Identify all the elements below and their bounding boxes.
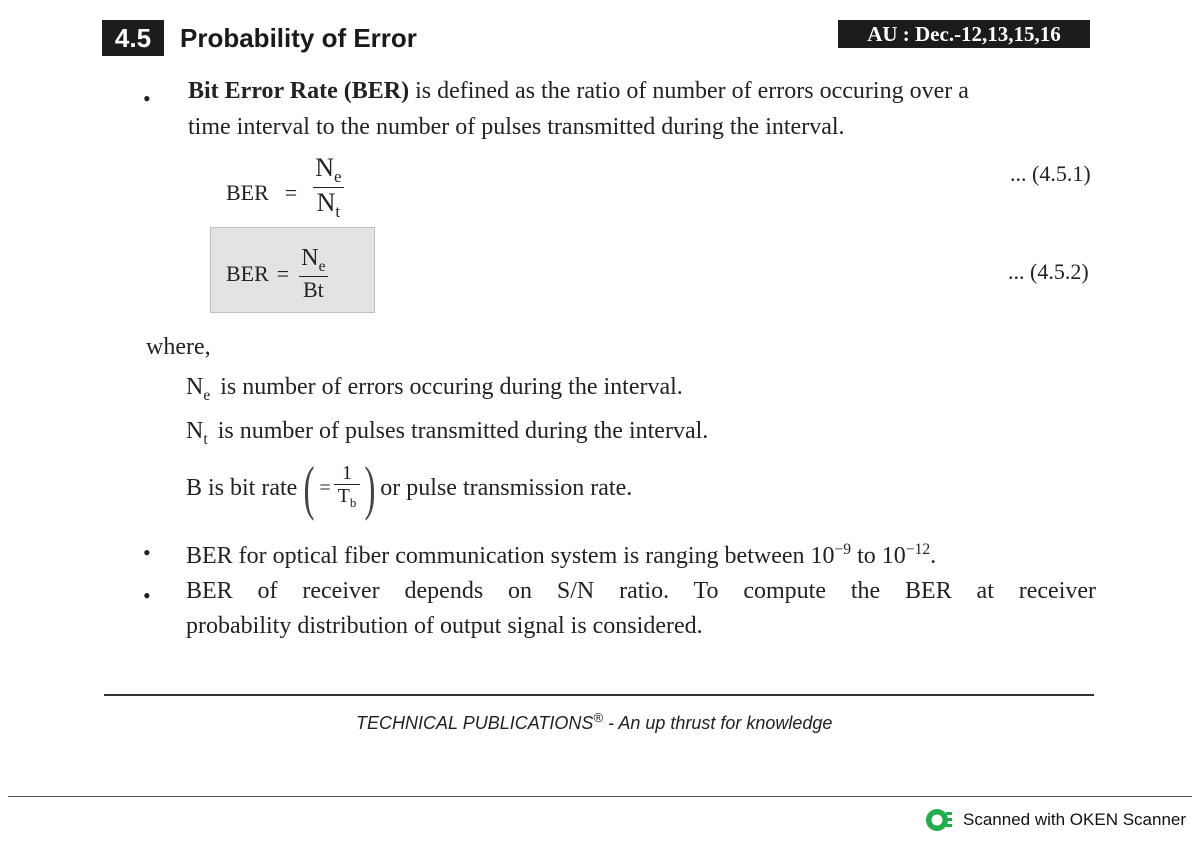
b-den-sub: b	[349, 495, 357, 510]
equation-label-4-5-2: ... (4.5.2)	[1008, 259, 1089, 284]
eq2-lhs: BER	[226, 260, 269, 286]
eq1-lhs: BER	[226, 179, 269, 205]
scanner-watermark	[924, 806, 1186, 834]
bullet-icon: •	[143, 540, 151, 565]
receiver-ber-line1: BER of receiver depends on S/N ratio. To compute the BER at receiver	[186, 578, 1096, 604]
footer-divider	[104, 694, 1094, 696]
nt-symbol: N	[186, 418, 204, 444]
ber-range-base2: 10	[881, 543, 906, 569]
eq2-equals: =	[276, 260, 290, 286]
ber-range-base1: 10	[810, 543, 835, 569]
section-number: 4.5	[102, 20, 164, 56]
b-den: T	[337, 485, 350, 507]
ber-range-prefix: BER for optical fiber communication system is ranging between	[186, 543, 811, 569]
oken-scanner-logo-icon	[924, 806, 954, 834]
receiver-ber-line2: probability distribution of output signal is considered.	[186, 613, 703, 639]
equation-4-5-2	[226, 245, 329, 303]
bullet-icon: •	[143, 583, 151, 608]
ber-range-mid: to	[851, 543, 882, 569]
ber-range-text	[186, 532, 936, 574]
bullet-icon: •	[143, 86, 151, 111]
nt-text: is number of pulses transmitted during the interval.	[217, 418, 709, 444]
definition-ne	[186, 370, 683, 413]
footer-publisher	[356, 710, 832, 734]
right-paren-icon: )	[364, 455, 376, 521]
ber-definition-line1	[188, 74, 1108, 109]
eq2-num: N	[301, 245, 319, 271]
b-num: 1	[341, 462, 352, 484]
registered-mark: ®	[593, 710, 603, 725]
b-suffix: or pulse transmission rate.	[380, 474, 633, 501]
b-prefix: B is bit rate	[186, 474, 298, 501]
ne-text: is number of errors occuring during the interval.	[220, 374, 683, 400]
equation-4-5-1	[226, 153, 346, 222]
eq1-den-sub: t	[335, 202, 341, 222]
equation-label-4-5-1: ... (4.5.1)	[1010, 161, 1091, 186]
ber-range-end: .	[930, 543, 937, 569]
publisher-tagline: - An up thrust for knowledge	[602, 713, 833, 733]
definition-nt	[186, 414, 708, 457]
definition-b	[186, 455, 633, 521]
eq2-den: Bt	[299, 276, 328, 303]
eq1-num-sub: e	[334, 167, 342, 187]
eq1-den: N	[316, 188, 336, 218]
eq1-equals: =	[284, 179, 298, 205]
b-equals: =	[319, 476, 331, 499]
eq1-fraction	[311, 153, 345, 222]
publisher-name: TECHNICAL PUBLICATIONS	[356, 713, 594, 733]
ne-symbol: N	[186, 374, 204, 400]
eq2-num-sub: e	[318, 257, 326, 275]
b-fraction	[334, 462, 361, 514]
ber-definition-text: is defined as the ratio of number of errors occuring over a	[409, 78, 969, 104]
ber-term: Bit Error Rate (BER)	[188, 78, 410, 104]
eq2-fraction	[297, 245, 329, 303]
section-title: Probability of Error	[180, 23, 417, 53]
eq1-num: N	[315, 153, 334, 182]
ber-range-exp2: −12	[905, 541, 931, 558]
left-paren-icon: (	[303, 455, 315, 521]
scanner-text: Scanned with OKEN Scanner	[963, 810, 1187, 829]
ne-symbol-sub: e	[203, 386, 211, 404]
where-label: where,	[146, 334, 211, 360]
ber-range-exp1: −9	[834, 541, 852, 558]
nt-symbol-sub: t	[203, 430, 208, 448]
ber-definition-line2: time interval to the number of pulses transmitted during the interval.	[188, 114, 845, 140]
exam-reference-badge: AU : Dec.-12,13,15,16	[838, 20, 1090, 48]
page-divider	[8, 796, 1192, 797]
